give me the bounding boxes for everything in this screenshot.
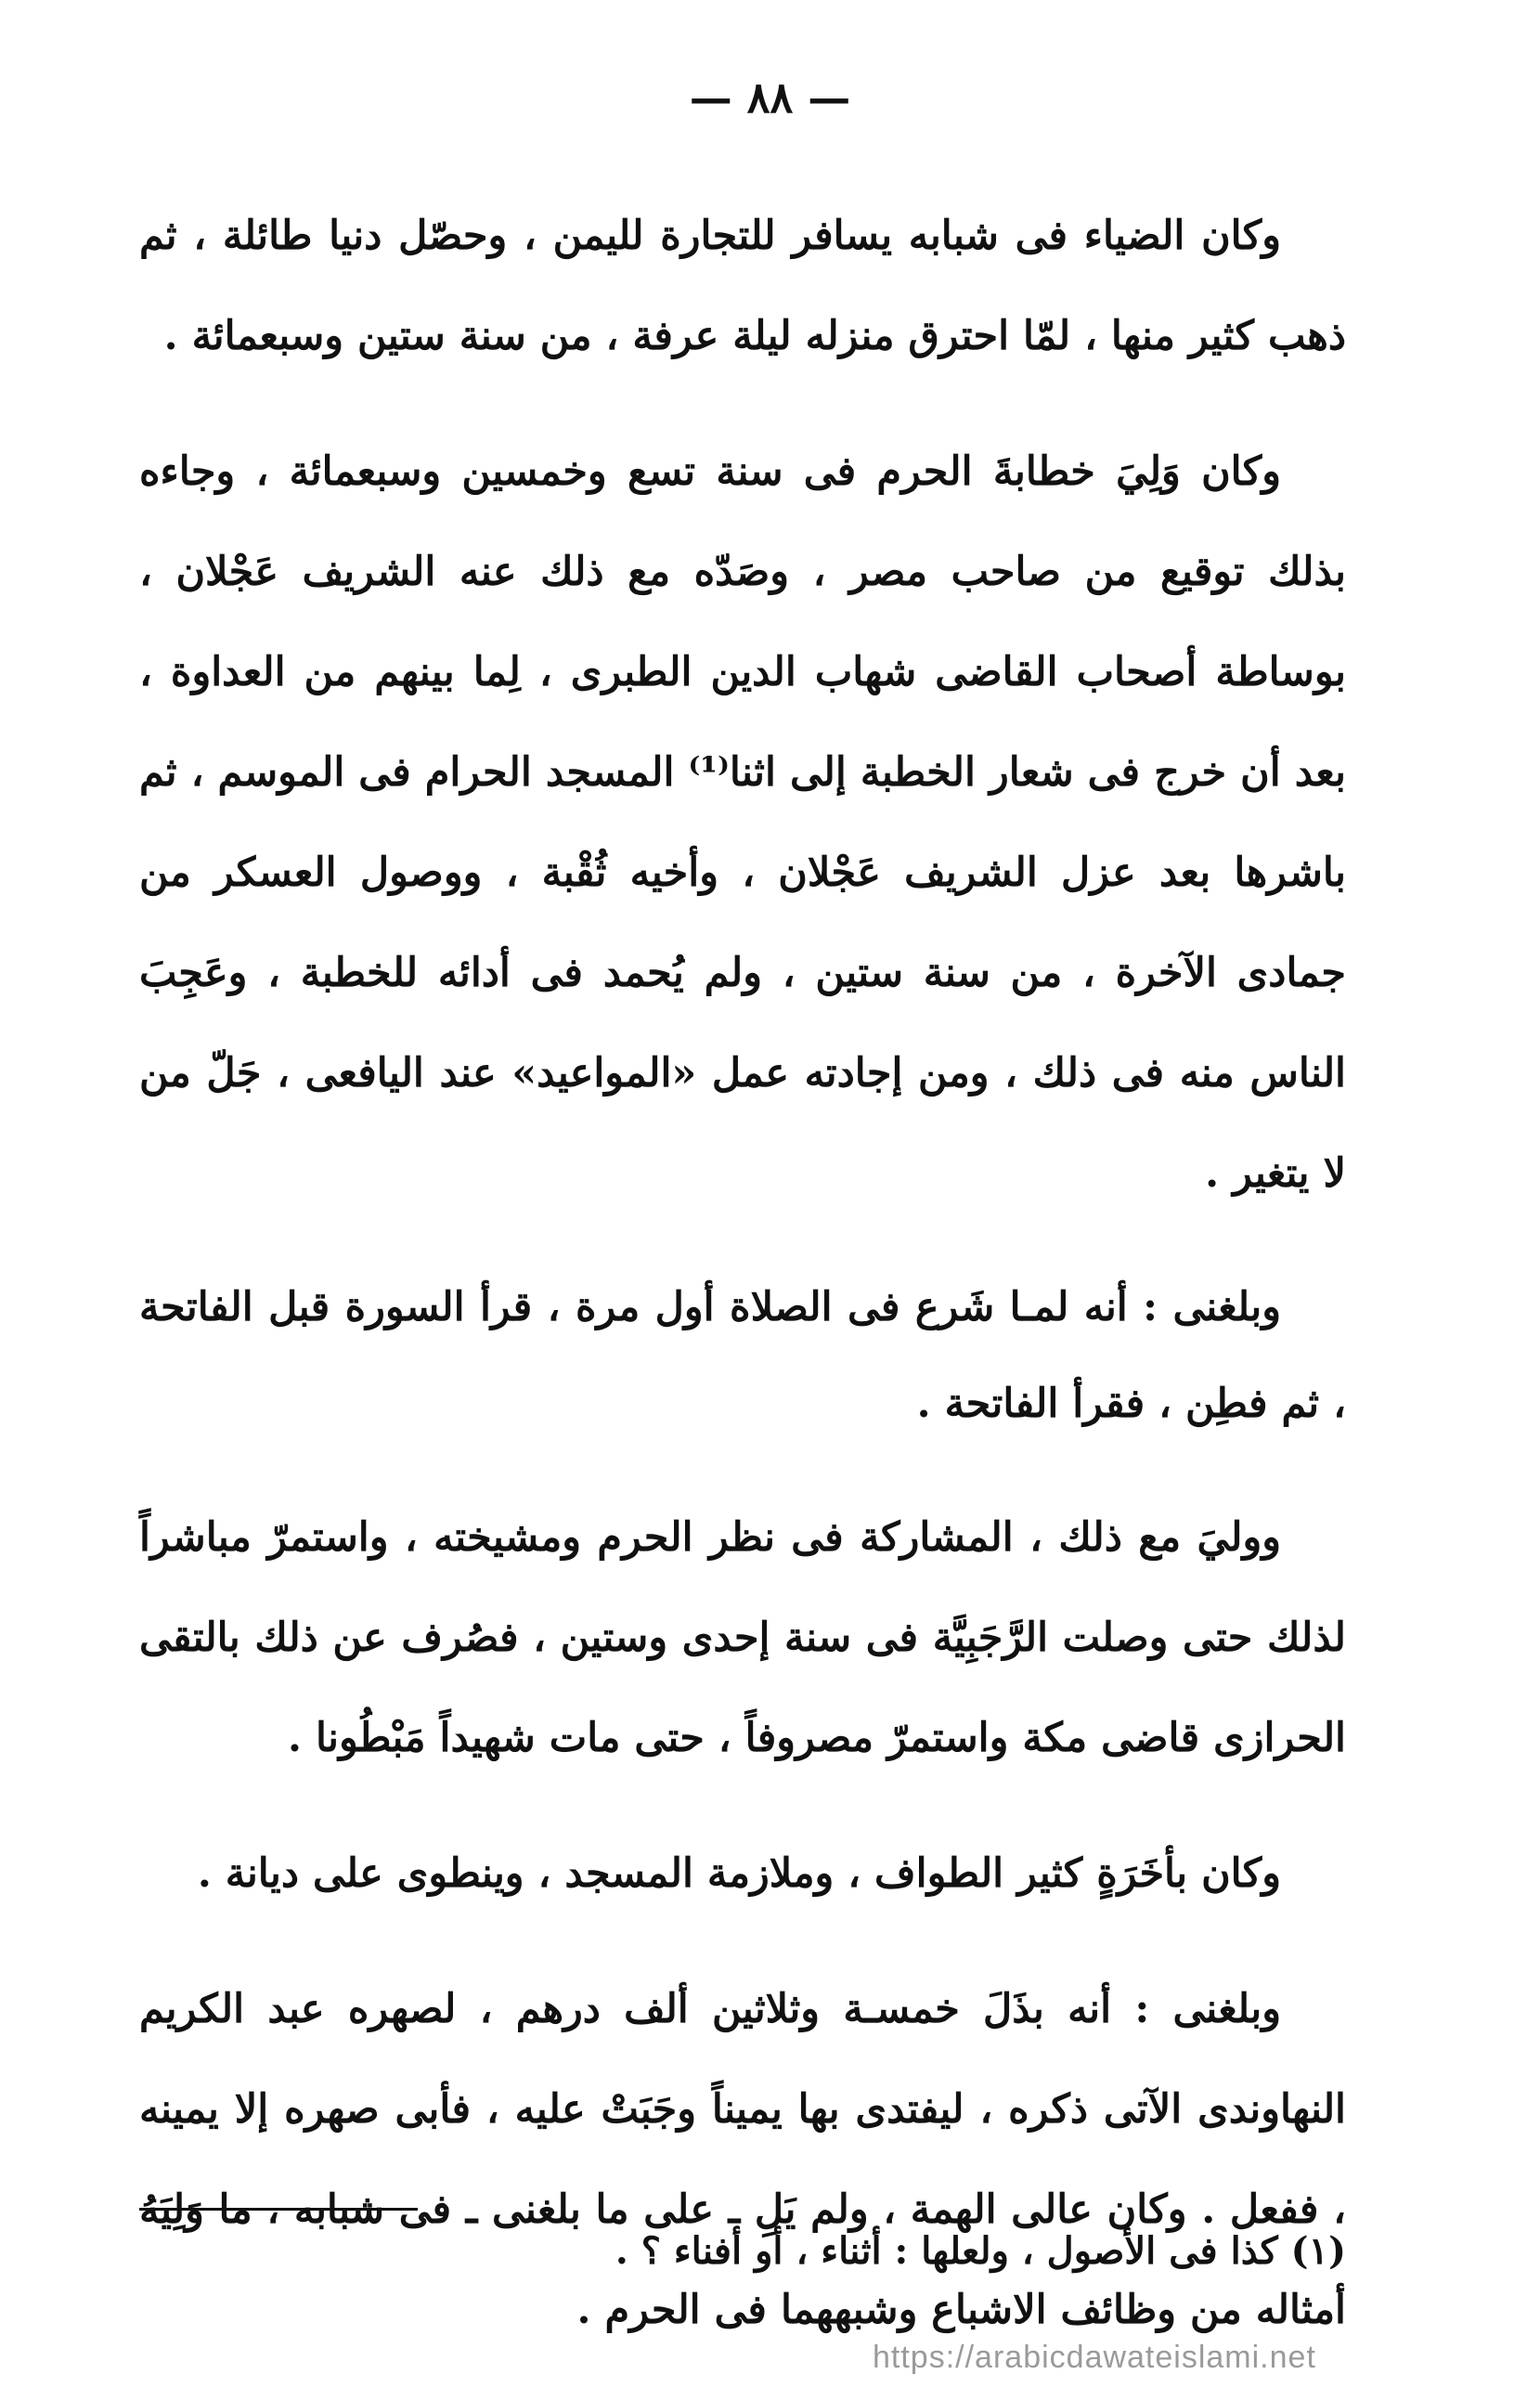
paragraph: وكان الضياء فى شبابه يسافر للتجارة لليمن ، وحصّل دنيا طائلة ، ثم ذهب كثير منها ، لمّا احترق منزله ليلة عرفة ، من سنة ستين وسبعمائة . [139,213,1346,359]
footnote: (١) كذا فى الأصول ، ولعلها : أثناء ، أو أفناء ؟ . [615,2229,1346,2273]
paragraph: وكان وَلِيَ خطابةَ الحرم فى سنة تسع وخمسين وسبعمائة ، وجاءه بذلك توقيع من صاحب مصر ، وصَدّه مع ذلك عنه الشريف عَجْلان ، بوساطة أصحاب القاضى شهاب الدين الطبرى ، لِما بينهم من العداوة ، بعد أن خرج فى شعار الخطبة إلى اثنا⁽¹⁾ المسجد الحرام فى الموسم ، ثم باشرها بعد عزل الشريف عَجْلان ، وأخيه ثُقْبة ، ووصول العسكر من جمادى الآخرة ، من سنة ستين ، ولم يُحمد فى أدائه للخطبة ، وعَجِبَ الناس منه فى ذلك ، ومن إجادته عمل «المواعيد» عند اليافعى ، جَلّ من لا يتغير . [139,448,1346,1197]
paragraph: وبلغنى : أنه بذَلَ خمسـة وثلاثين ألف درهم ، لصهره عبد الكريم النهاوندى الآتى ذكره ، ليفتدى بها يميناً وجَبَتْ عليه ، فأبى صهره إلا يمينه ، ففعل . وكان عالى الهمة ، ولم يَلِ ـ على ما بلغنى ـ فى شبابه ، ما وَلِيَهُ أمثاله من وظائف الاشباع وشبههما فى الحرم . [139,1986,1346,2333]
footnote-divider [139,2208,418,2211]
page-number: — ٨٨ — [689,72,851,123]
body-text [139,186,1346,2395]
watermark-url: https://arabicdawateislami.net [873,2340,1316,2375]
paragraph: وكان بأخَرَةٍ كثير الطواف ، وملازمة المسجد ، وينطوى على ديانة . [197,1850,1281,1897]
paragraph: وبلغنى : أنه لمـا شَرع فى الصلاة أول مرة ، قرأ السورة قبل الفاتحة ، ثم فطِن ، فقرأ الفاتحة . [139,1284,1346,1427]
paragraph: ووليَ مع ذلك ، المشاركة فى نظر الحرم ومشيخته ، واستمرّ مباشراً لذلك حتى وصلت الرَّجَبِيَّة فى سنة إحدى وستين ، فصُرف عن ذلك بالتقى الحرازى قاضى مكة واستمرّ مصروفاً ، حتى مات شهيداً مَبْطُونا . [139,1514,1346,1761]
